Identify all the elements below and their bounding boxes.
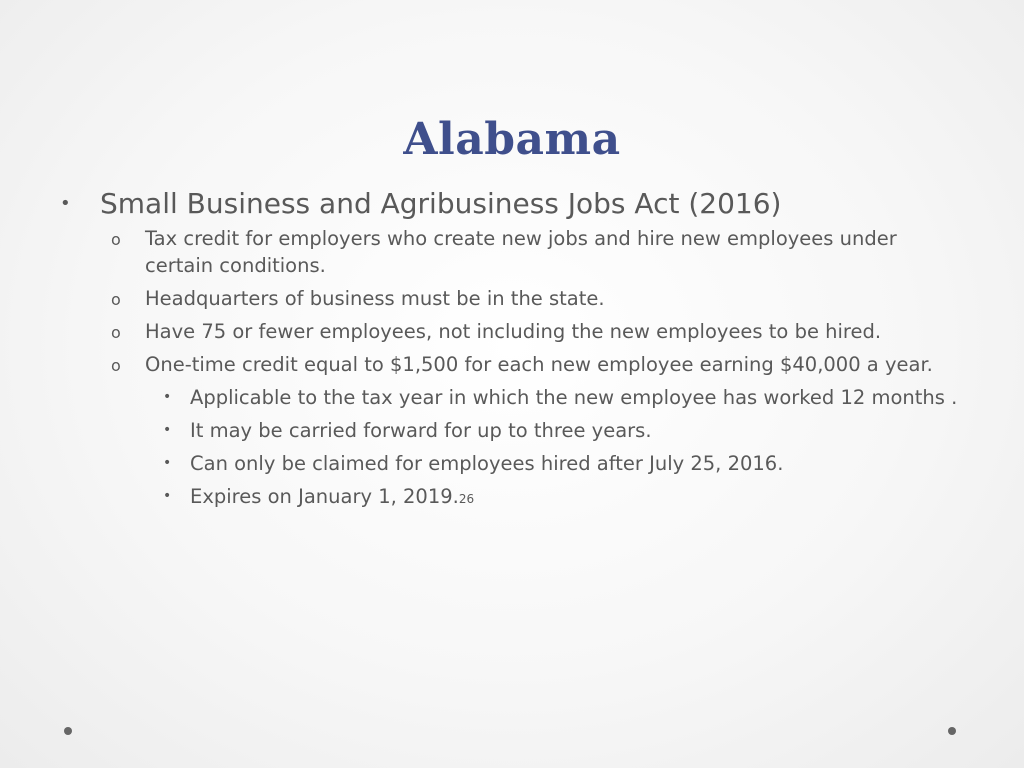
- bullet-marker: •: [60, 193, 71, 214]
- sub-bullet-marker: o: [111, 356, 121, 375]
- subsub-bullet-item: [60, 384, 970, 411]
- sub-bullet-text: Headquarters of business must be in the state.: [145, 287, 605, 310]
- corner-dot-decoration: [64, 727, 72, 735]
- subsub-bullet-marker: •: [163, 455, 172, 471]
- bullet-text: Small Business and Agribusiness Jobs Act (2016): [100, 187, 782, 220]
- subsub-bullet-text: Expires on January 1, 2019.: [190, 485, 459, 508]
- subsub-bullet-text: Applicable to the tax year in which the new employee has worked 12 months .: [190, 386, 958, 409]
- subsub-bullet-marker: •: [163, 422, 172, 438]
- corner-dot-decoration: [948, 727, 956, 735]
- subsub-bullet-item: [60, 417, 970, 444]
- subsub-bullet-marker: •: [163, 389, 172, 405]
- sub-bullet-marker: o: [111, 290, 121, 309]
- subsub-bullet-item: [60, 483, 970, 513]
- sub-bullet-text: Have 75 or fewer employees, not including the new employees to be hired.: [145, 320, 882, 343]
- bullet-item: [60, 185, 970, 223]
- sub-bullet-item: [60, 351, 970, 378]
- sub-bullet-text: Tax credit for employers who create new jobs and hire new employees under certain conditions.: [145, 227, 897, 277]
- subsub-bullet-text: It may be carried forward for up to three years.: [190, 419, 652, 442]
- subsub-bullet-text: Can only be claimed for employees hired after July 25, 2016.: [190, 452, 784, 475]
- sub-bullet-item: [60, 318, 970, 345]
- subsub-bullet-item: [60, 450, 970, 477]
- sub-bullet-marker: o: [111, 323, 121, 342]
- footnote-number: 26: [458, 492, 475, 506]
- slide-title: Alabama: [403, 114, 621, 165]
- sub-bullet-item: [60, 225, 970, 279]
- sub-bullet-text: One-time credit equal to $1,500 for each new employee earning $40,000 a year.: [145, 353, 933, 376]
- subsub-bullet-marker: •: [163, 488, 172, 504]
- sub-bullet-marker: o: [111, 230, 121, 249]
- sub-bullet-item: [60, 285, 970, 312]
- slide-body: [60, 185, 970, 519]
